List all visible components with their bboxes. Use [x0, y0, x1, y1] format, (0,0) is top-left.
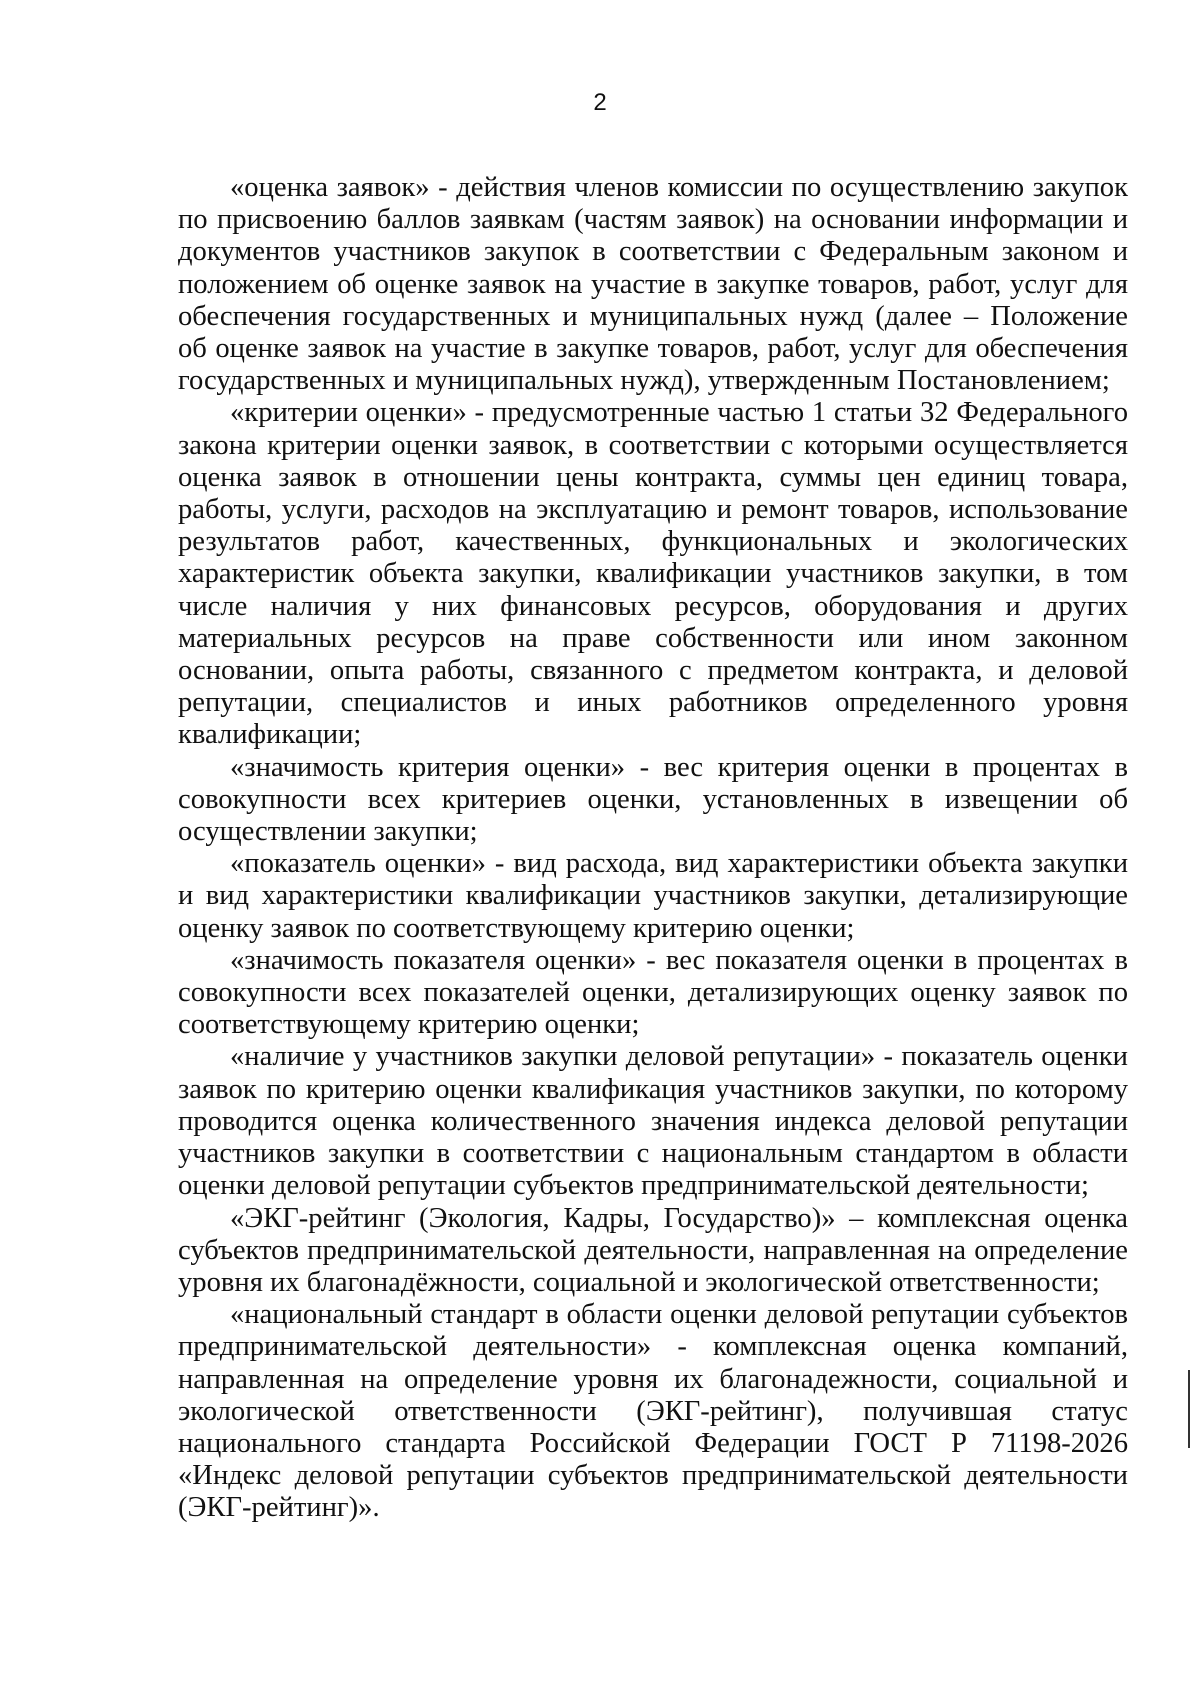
scan-edge-mark	[1188, 1370, 1190, 1448]
definition-ekg-rating: «ЭКГ-рейтинг (Экология, Кадры, Государство)» – комплексная оценка субъектов предпринимательской деятельности, направленная на определение уровня их благонадёжности, социальной и экологической ответственности;	[178, 1202, 1128, 1298]
definition-indicator-significance: «значимость показателя оценки» - вес показателя оценки в процентах в совокупности всех показателей оценки, детализирующих оценку заявок по соответствующему критерию оценки;	[178, 944, 1128, 1041]
definition-assessment-criteria: «критерии оценки» - предусмотренные частью 1 статьи 32 Федерального закона критерии оценки заявок, в соответствии с которыми осуществляется оценка заявок в отношении цены контракта, суммы цен единиц товара, работы, услуги, расходов на эксплуатацию и ремонт товаров, использование результатов работ, качественных, функциональных и экологических характеристик объекта закупки, квалификации участников закупки, в том числе наличия у них финансовых ресурсов, оборудования и других материальных ресурсов на праве собственности или ином законном основании, опыта работы, связанного с предметом контракта, и деловой репутации, специалистов и иных работников определенного уровня квалификации;	[178, 397, 1128, 751]
definition-assessment-indicator: «показатель оценки» - вид расхода, вид характеристики объекта закупки и вид характеристики квалификации участников закупки, детализирующие оценку заявок по соответствующему критерию оценки;	[178, 848, 1128, 944]
definition-business-reputation: «наличие у участников закупки деловой репутации» - показатель оценки заявок по критерию оценки квалификация участников закупки, по которому проводится оценка количественного значения индекса деловой репутации участников закупки в соответствии с национальным стандартом в области оценки деловой репутации субъектов предпринимательской деятельности;	[178, 1041, 1128, 1202]
document-body	[178, 172, 1128, 1525]
definition-national-standard: «национальный стандарт в области оценки деловой репутации субъектов предпринимательской деятельности» - комплексная оценка компаний, направленная на определение уровня их благонадежности, социальной и экологической ответственности (ЭКГ-рейтинг), получившая статус национального стандарта Российской Федерации ГОСТ Р 71198-2026 «Индекс деловой репутации субъектов предпринимательской деятельности (ЭКГ-рейтинг)».	[178, 1299, 1128, 1524]
definition-criterion-significance: «значимость критерия оценки» - вес критерия оценки в процентах в совокупности всех критериев оценки, установленных в извещении об осуществлении закупки;	[178, 751, 1128, 848]
page-number: 2	[593, 89, 607, 116]
definition-assessment-of-applications: «оценка заявок» - действия членов комиссии по осуществлению закупок по присвоению баллов заявкам (частям заявок) на основании информации и документов участников закупок в соответствии с Федеральным законом и положением об оценке заявок на участие в закупке товаров, работ, услуг для обеспечения государственных и муниципальных нужд (далее – Положение об оценке заявок на участие в закупке товаров, работ, услуг для обеспечения государственных и муниципальных нужд), утвержденным Постановлением;	[178, 172, 1128, 397]
